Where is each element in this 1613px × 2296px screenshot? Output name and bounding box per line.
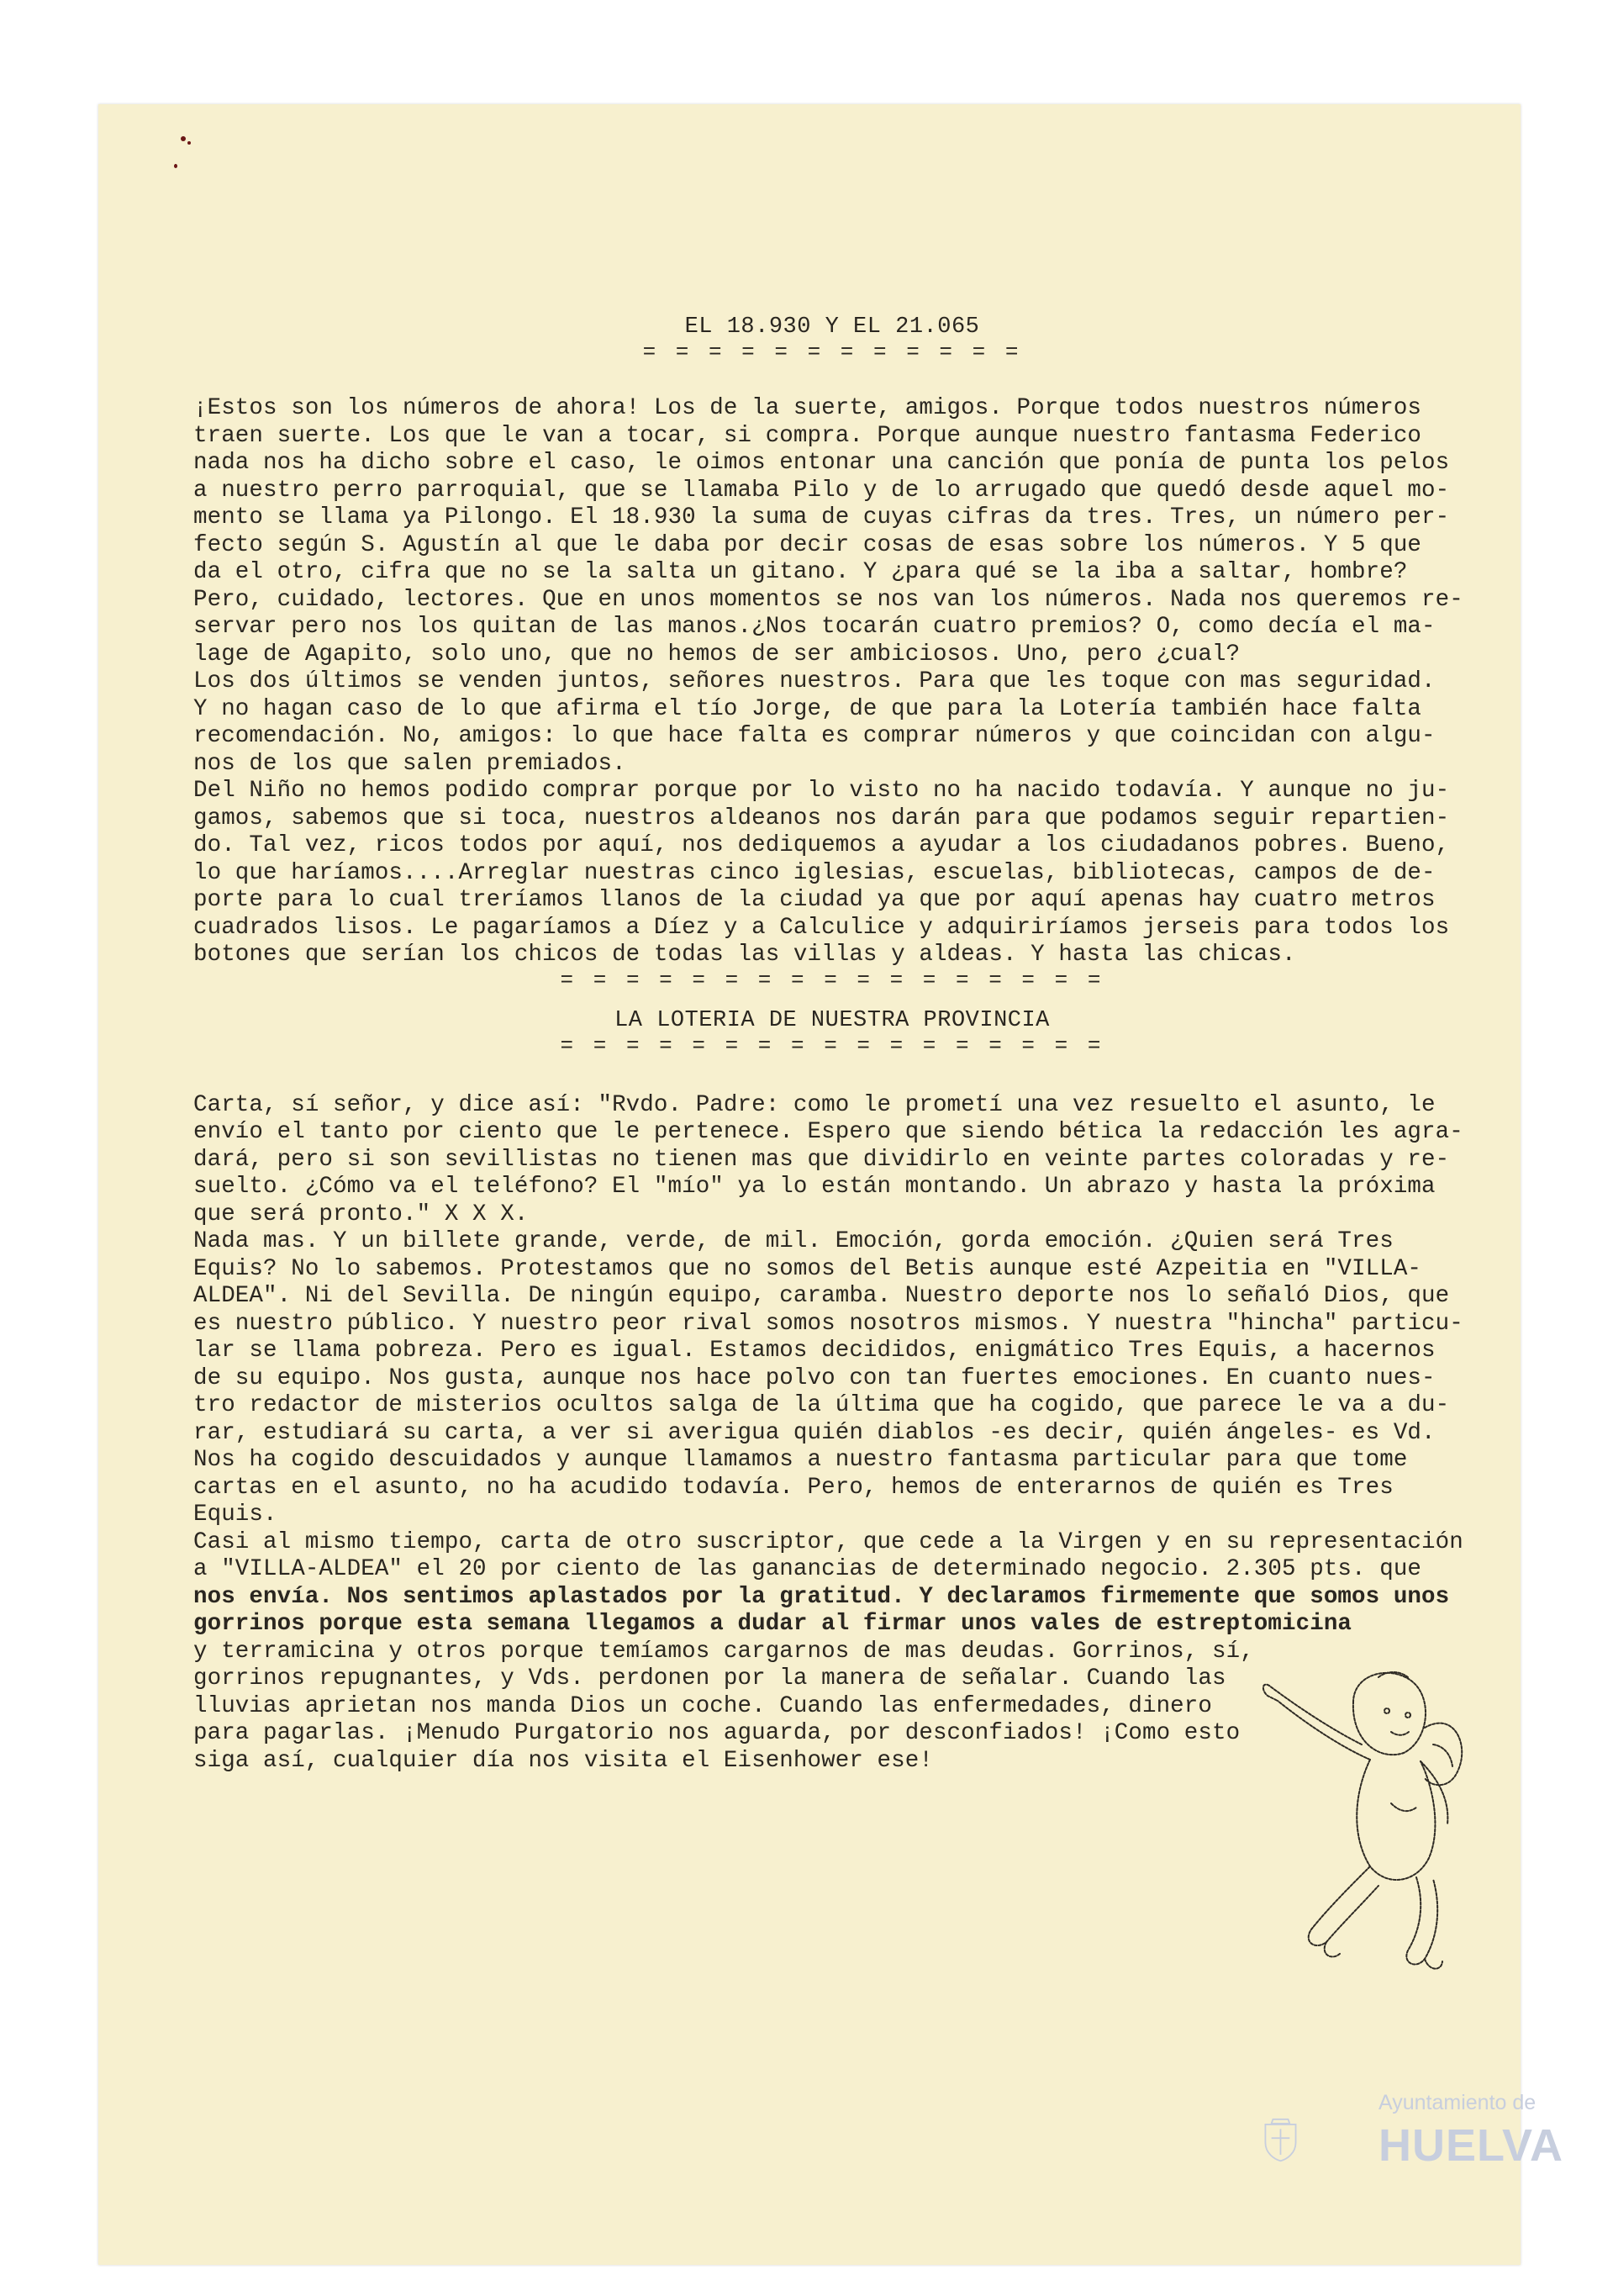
- text-line: Los dos últimos se venden juntos, señores nuestros. Para que les toque con mas seguridad.: [193, 668, 1436, 694]
- ink-mark: [187, 141, 191, 145]
- watermark-line-1: Ayuntamiento de: [1378, 2091, 1537, 2114]
- text-line: y terramicina y otros porque temíamos cargarnos de mas deudas. Gorrinos, sí,: [193, 1638, 1254, 1665]
- coat-of-arms-icon: [1261, 2077, 1370, 2203]
- text-line: Casi al mismo tiempo, carta de otro suscriptor, que cede a la Virgen y en su representación: [193, 1528, 1463, 1555]
- text-line: Y no hagan caso de lo que afirma el tío Jorge, de que para la Lotería también hace falta: [193, 695, 1422, 722]
- document-body: [193, 313, 1471, 1775]
- text-line: mento se llama ya Pilongo. El 18.930 la suma de cuyas cifras da tres. Tres, un número per-: [193, 504, 1450, 530]
- text-line: servar pero nos los quitan de las manos.¿Nos tocarán cuatro premios? O, como decía el ma-: [193, 614, 1436, 640]
- text-line: dará, pero si son sevillistas no tienen mas que dividirlo en veinte partes coloradas y re-: [193, 1146, 1450, 1173]
- text-line: botones que serían los chicos de todas las villas y aldeas. Y hasta las chicas.: [193, 942, 1296, 968]
- text-line: da el otro, cifra que no se la salta un gitano. Y ¿para qué se la iba a saltar, hombre?: [193, 559, 1408, 585]
- text-line: nos de los que salen premiados.: [193, 750, 626, 777]
- text-line: Equis.: [193, 1502, 277, 1528]
- text-line: rar, estudiará su carta, a ver si averigua quién diablos -es decir, quién ángeles- es Vd.: [193, 1419, 1436, 1446]
- title-underline-1: = = = = = = = = = = = =: [642, 340, 1022, 365]
- text-line: nada nos ha dicho sobre el caso, le oimos entonar una canción que ponía de punta los pelos: [193, 450, 1450, 476]
- text-line: gamos, sabemos que si toca, nuestros aldeanos nos darán para que podamos seguir repartien-: [193, 805, 1450, 831]
- section-title-2: LA LOTERIA DE NUESTRA PROVINCIA: [614, 1007, 1050, 1033]
- text-line: Carta, sí señor, y dice así: "Rvdo. Padre: como le prometí una vez resuelto el asunto, le: [193, 1091, 1436, 1118]
- text-line: Nos ha cogido descuidados y aunque llamamos a nuestro fantasma particular para que tome: [193, 1447, 1408, 1473]
- watermark-line-2: HUELVA: [1378, 2120, 1563, 2171]
- text-line: gorrinos repugnantes, y Vds. perdonen por la manera de señalar. Cuando las: [193, 1665, 1226, 1692]
- cherub-illustration: [1252, 1652, 1471, 1984]
- text-line: Pero, cuidado, lectores. Que en unos momentos se nos van los números. Nada nos queremos re-: [193, 586, 1463, 613]
- text-line: siga así, cualquier día nos visita el Eisenhower ese!: [193, 1747, 933, 1774]
- text-line: Nada mas. Y un billete grande, verde, de mil. Emoción, gorda emoción. ¿Quien será Tres: [193, 1228, 1394, 1254]
- text-line: traen suerte. Los que le van a tocar, si compra. Porque aunque nuestro fantasma Federico: [193, 422, 1422, 449]
- text-line: suelto. ¿Cómo va el teléfono? El "mío" ya lo están montando. Un abrazo y hasta la próxima: [193, 1174, 1436, 1200]
- text-line: ALDEA". Ni del Sevilla. De ningún equipo, caramba. Nuestro deporte nos lo señaló Dios, que: [193, 1283, 1450, 1309]
- ink-mark: [181, 136, 186, 141]
- text-line: lluvias aprietan nos manda Dios un coche. Cuando las enfermedades, dinero: [193, 1692, 1212, 1719]
- text-line: lo que haríamos....Arreglar nuestras cinco iglesias, escuelas, bibliotecas, campos de de-: [193, 859, 1436, 886]
- text-line: lar se llama pobreza. Pero es igual. Estamos decididos, enigmático Tres Equis, a hacernos: [193, 1338, 1436, 1364]
- text-line: cuadrados lisos. Le pagaríamos a Díez y a Calculice y adquiriríamos jerseis para todos los: [193, 914, 1450, 941]
- text-line: a "VILLA-ALDEA" el 20 por ciento de las ganancias de determinado negocio. 2.305 pts. que: [193, 1556, 1422, 1582]
- text-line: porte para lo cual treríamos llanos de la ciudad ya que por aquí apenas hay cuatro metros: [193, 887, 1436, 913]
- text-line: es nuestro público. Y nuestro peor rival somos nosotros mismos. Y nuestra "hincha" particu-: [193, 1310, 1463, 1337]
- text-line: envío el tanto por ciento que le pertenece. Espero que siendo bética la redacción les agra-: [193, 1119, 1463, 1145]
- text-line: tro redactor de misterios ocultos salga de la última que ha cogido, que parece le va a du-: [193, 1392, 1450, 1418]
- text-line: cartas en el asunto, no ha acudido todavía. Pero, hemos de enterarnos de quién es Tres: [193, 1474, 1394, 1501]
- section-title-1: EL 18.930 Y EL 21.065: [684, 314, 980, 340]
- title-underline-2: = = = = = = = = = = = = = = = = =: [560, 1032, 1104, 1058]
- ink-mark: [174, 164, 177, 168]
- text-line: Del Niño no hemos podido comprar porque por lo visto no ha nacido todavía. Y aunque no ju-: [193, 778, 1450, 804]
- text-line: nos envía. Nos sentimos aplastados por la gratitud. Y declaramos firmemente que somos unos: [193, 1583, 1450, 1610]
- section-divider: = = = = = = = = = = = = = = = = =: [560, 967, 1104, 993]
- text-line: Equis? No lo sabemos. Protestamos que no somos del Betis aunque esté Azpeitia en "VILLA-: [193, 1255, 1422, 1282]
- text-line: fecto según S. Agustín al que le daba por decir cosas de esas sobre los números. Y 5 que: [193, 531, 1422, 558]
- text-line: para pagarlas. ¡Menudo Purgatorio nos aguarda, por desconfiados! ¡Como esto: [193, 1720, 1241, 1746]
- text-line: do. Tal vez, ricos todos por aquí, nos dediquemos a ayudar a los ciudadanos pobres. Bueno,: [193, 832, 1450, 858]
- section-body-1: [193, 395, 1471, 969]
- text-line: de su equipo. Nos gusta, aunque nos hace polvo con tan fuertes emociones. En cuanto nues-: [193, 1364, 1436, 1391]
- text-line: a nuestro perro parroquial, que se llamaba Pilo y de lo arrugado que quedó desde aquel mo-: [193, 477, 1450, 504]
- text-line: lage de Agapito, solo uno, que no hemos de ser ambiciosos. Uno, pero ¿cual?: [193, 641, 1241, 668]
- text-line: recomendación. No, amigos: lo que hace falta es comprar números y que coincidan con algu-: [193, 723, 1436, 749]
- text-line: gorrinos porque esta semana llegamos a dudar al firmar unos vales de estreptomicina: [193, 1611, 1352, 1637]
- text-line: ¡Estos son los números de ahora! Los de la suerte, amigos. Porque todos nuestros números: [193, 395, 1422, 421]
- text-line: que será pronto." X X X.: [193, 1201, 529, 1227]
